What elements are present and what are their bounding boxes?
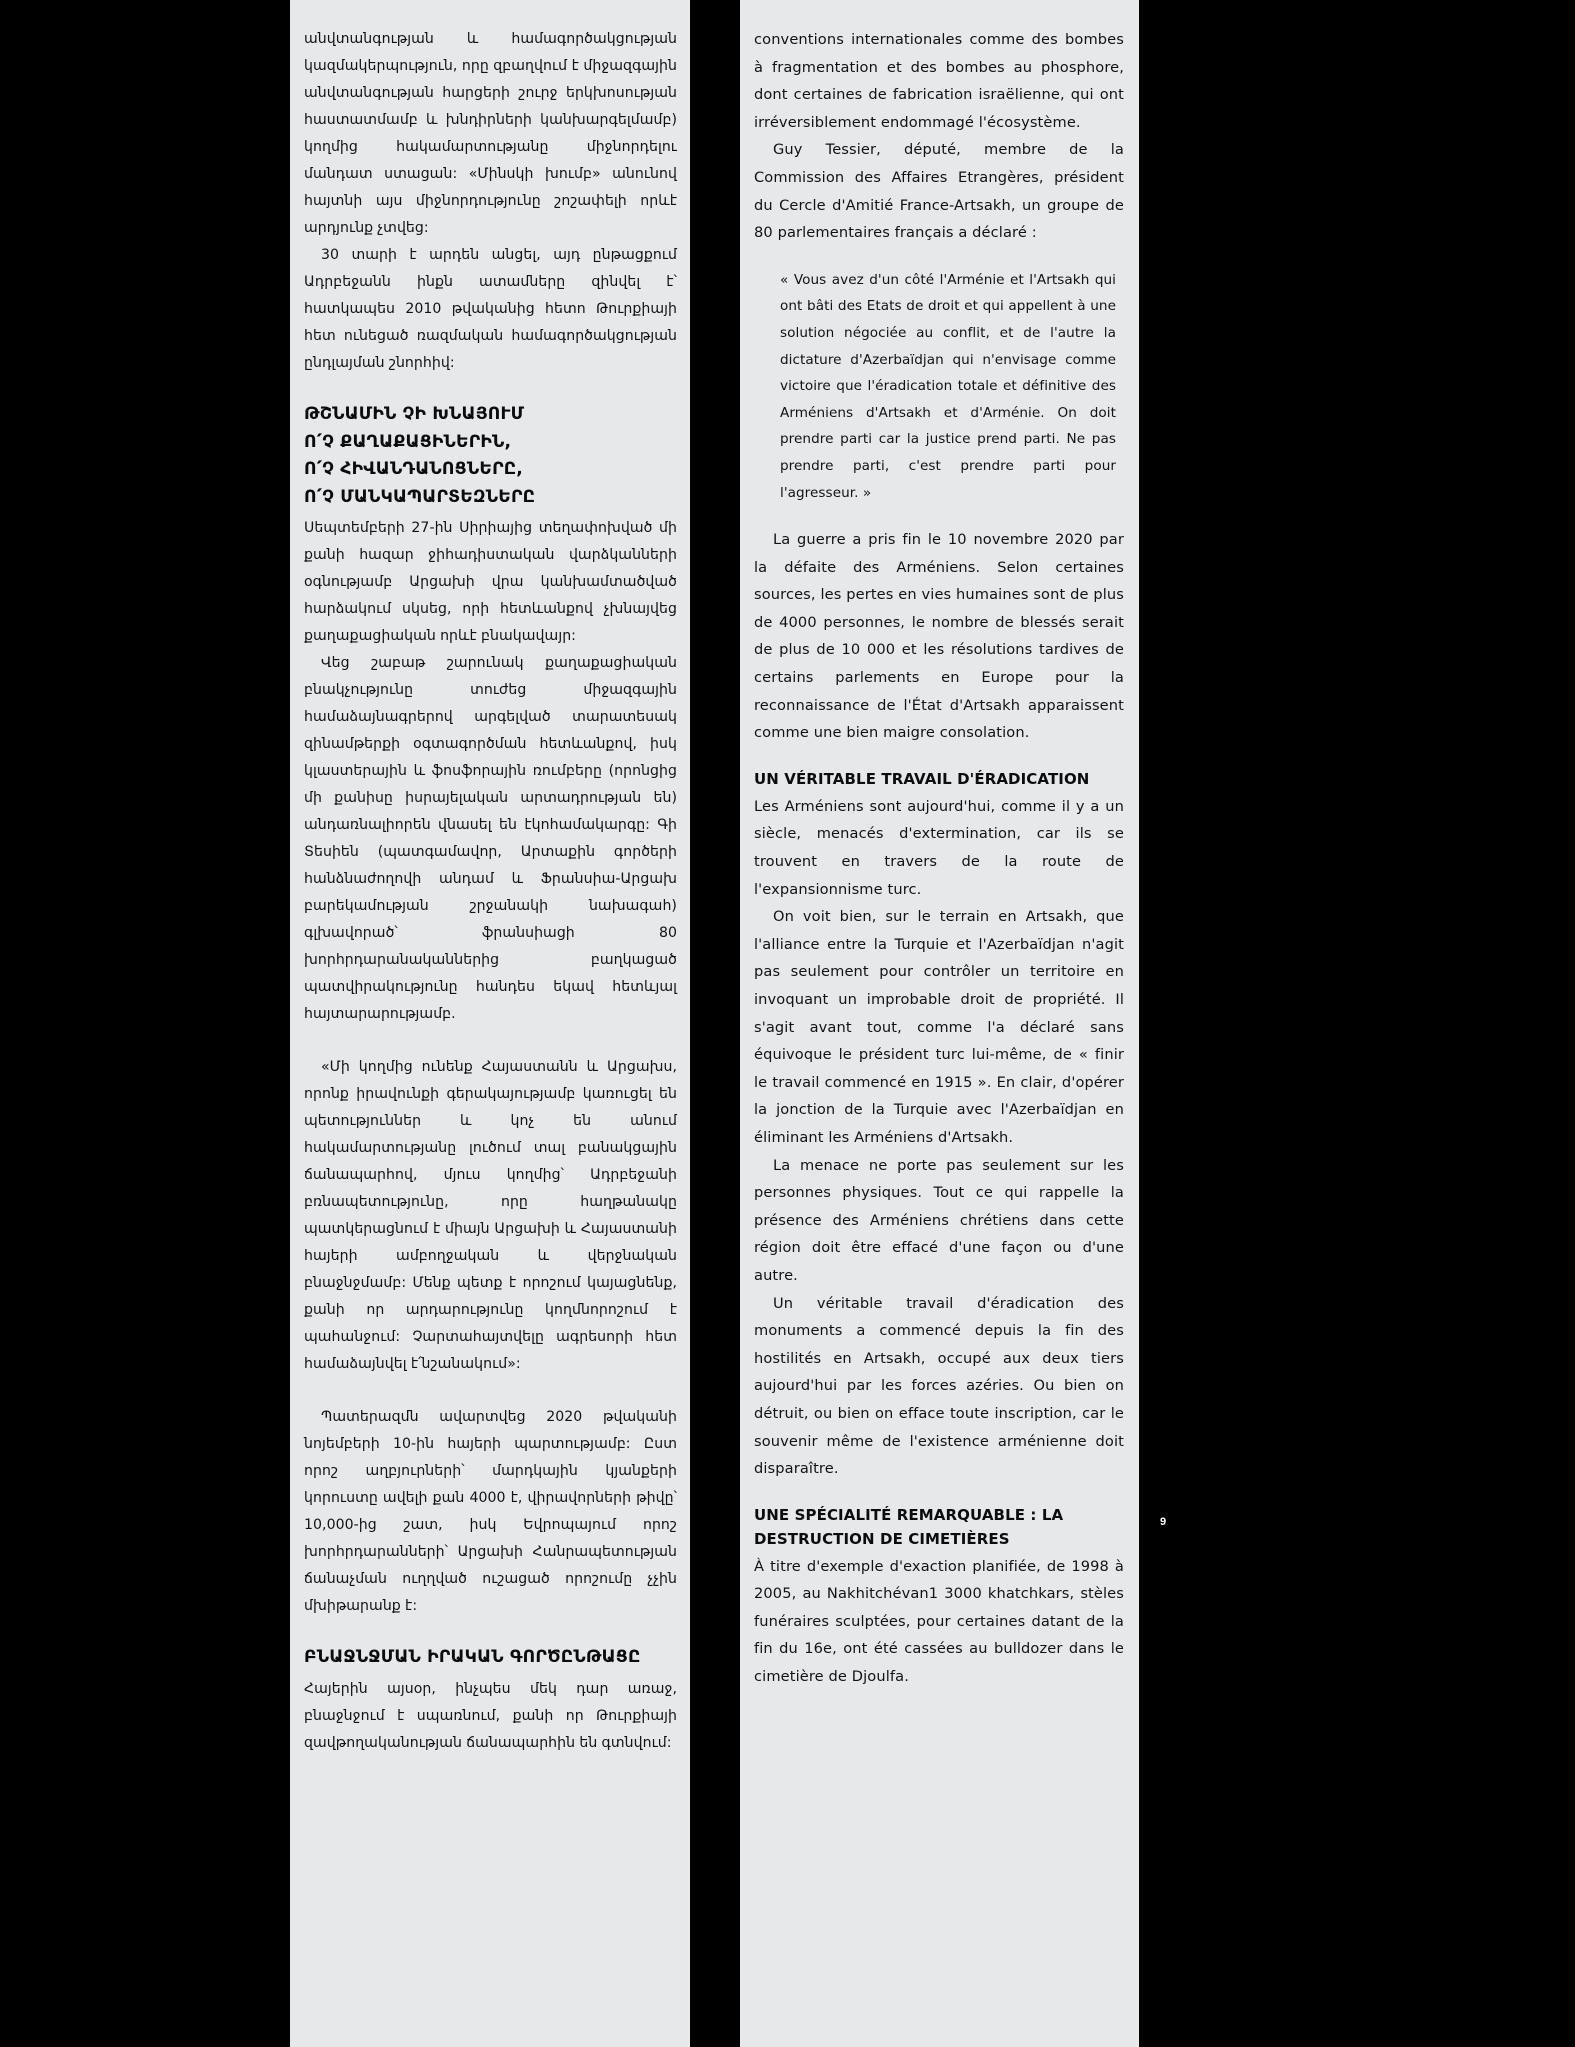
left-margin-gutter bbox=[0, 0, 290, 2047]
paragraph: Guy Tessier, député, membre de la Commission des Affaires Etrangères, président du Cercle d'Amitié France-Artsakh, un groupe de 80 parlementaires français a déclaré : bbox=[754, 141, 1124, 242]
center-margin-gutter bbox=[690, 0, 740, 2047]
paragraph: Un véritable travail d'éradication des monuments a commencé depuis la fin des hostilités en Artsakh, occupé aux deux tiers aujourd'hui par les forces azéries. Ou bien on détruit, ou bien on efface toute inscription, car le souvenir même de l'existence arménienne doit disparaître. bbox=[754, 1294, 1124, 1478]
right-margin-gutter bbox=[1139, 0, 1575, 2047]
paragraph: Սեպտեմբերի 27-ին Սիրիայից տեղափոխված մի քանի հազար ջիհադիստական վարձկանների օգնությամբ Արցախի վրա կանխամտածված հարձակում սկսեց, որի հետևանքով չխնայվեց քաղաքացիական որևէ բնակավայր: bbox=[304, 520, 677, 644]
paragraph: Վեց շաբաթ շարունակ քաղաքացիական բնակչությունը տուժեց միջազգային համաձայնագրերով արգելված տարատեսակ զինամթերքի օգտագործման հետևանքով, իսկ կլաստերային և ֆոսֆորային ռումբերը (որոնցից մի քանիսը իսրայելական արտադրության են) անդառնալիորեն վնասել են էկոհամակարգը: Գի Տեսիեն (պատգամավոր, Արտաքին գործերի հանձնաժողովի անդամ և Ֆրանսիա-Արցախ բարեկամության շրջանակի նախագահ) գլխավորած՝ ֆրանսիացի 80 խորհրդարանականներից բաղկացած պատվիրակությունը հանդես եկավ հետևյալ հայտարարությամբ. bbox=[304, 655, 677, 1022]
paragraph: À titre d'exemple d'exaction planifiée, de 1998 à 2005, au Nakhitchévan1 3000 khatchkars, stèles funéraires sculptées, pour certaines datant de la fin du 16e, ont été cassées au bulldozer dans le cimetière de Djoulfa. bbox=[754, 1557, 1124, 1686]
heading-line: Ո՛Չ ՔԱՂԱՔԱՑԻՆԵՐԻՆ, bbox=[304, 431, 512, 452]
paragraph: 30 տարի է արդեն անցել, այդ ընթացքում Ադրբեջանն ինքն ատամները զինվել է՝ հատկապես 2010 թվականից հետո Թուրքիայի հետ ունեցած ռազմական համագործակցության ընդլայման շնորհիվ: bbox=[304, 247, 677, 371]
heading-line: UNE SPÉCIALITÉ REMARQUABLE : LA bbox=[754, 1505, 1064, 1524]
paragraph: conventions internationales comme des bombes à fragmentation et des bombes au phosphore, dont certaines de fabrication israëlienne, qui ont irréversiblement endommagé l'écosystème. bbox=[754, 31, 1124, 131]
paragraph: On voit bien, sur le terrain en Artsakh, que l'alliance entre la Turquie et l'Azerbaïdjan n'agit pas seulement pour contrôler un territoire en invoquant un improbable droit de propriété. Il s'agit avant tout, comme l'a déclaré sans équivoque le président turc lui-même, de « finir le travail commencé en 1915 ». En clair, d'opérer la jonction de la Turquie avec l'Azerbaïdjan en éliminant les Arméniens d'Artsakh. bbox=[754, 908, 1124, 1146]
paragraph: Les Arméniens sont aujourd'hui, comme il y a un siècle, menacés d'extermination, car ils se trouvent en travers de la route de l'expansionnisme turc. bbox=[754, 797, 1124, 898]
heading-line: Ո՛Չ ՀԻՎԱՆԴԱՆՈՑՆԵՐԸ, bbox=[304, 459, 524, 479]
heading-line: DESTRUCTION DE CIMETIÈRES bbox=[754, 1529, 1010, 1548]
paragraph-spacer bbox=[754, 506, 1124, 526]
paragraph: La menace ne porte pas seulement sur les personnes physiques. Tout ce qui rappelle la présence des Arméniens chrétiens dans cette région doit être effacé d'une façon ou d'une autre. bbox=[754, 1156, 1124, 1284]
page-number: 9 bbox=[1160, 1516, 1167, 1528]
pull-quote: « Vous avez d'un côté l'Arménie et l'Artsakh qui ont bâti des Etats de droit et qui appellent à une solution négociée au conflit, et de l'autre la dictature d'Azerbaïdjan qui n'envisage comme victoire que l'éradication totale et définitive des Arméniens d'Artsakh et d'Arménie. On doit prendre parti car la justice prend parti. Ne pas prendre parti, c'est prendre parti pour l'agresseur. » bbox=[780, 271, 1116, 501]
heading-line: Ո՛Չ ՄԱՆԿԱՊԱՐՏԵԶՆԵՐԸ bbox=[304, 486, 536, 507]
paragraph: La guerre a pris fin le 10 novembre 2020 par la défaite des Arméniens. Selon certaines sources, les pertes en vies humaines sont de plus de 4000 personnes, le nombre de blessés serait de plus de 10 000 et les résolutions tardives de certains parlements en Europe pour la reconnaissance de l'État d'Artsakh apparaissent comme une bien maigre consolation. bbox=[754, 531, 1124, 742]
paragraph-spacer bbox=[304, 1378, 677, 1404]
section-heading: UN VÉRITABLE TRAVAIL D'ÉRADICATION bbox=[754, 769, 1090, 788]
paragraph: անվտանգության և համագործակցության կազմակերպություն, որը զբաղվում է միջազգային անվտանգության հարցերի շուրջ երկխոսության հաստատմամբ և խնդիրների կանխարգելմամբ) կողմից հակամարտությանը միջնորդելու մանդատ ստացան: «Մինսկի խումբ» անունով հայտնի այս միջնորդությունը շոշափելի որևէ արդյունք չտվեց: bbox=[304, 31, 677, 236]
paragraph-spacer bbox=[304, 1028, 677, 1054]
section-heading: ԲՆԱՋՆՋՄԱՆ ԻՐԱԿԱՆ ԳՈՐԾԸՆԹԱՑԸ bbox=[304, 1647, 641, 1667]
paragraph: Պատերազմն ավարտվեց 2020 թվականի նոյեմբերի 10-ին հայերի պարտությամբ: Ըստ որոշ աղբյուրների՝ մարդկային կյանքերի կորուստը ավելի քան 4000 է, վիրավորների թիվը՝ 10,000-ից շատ, իսկ Եվրոպայում որոշ խորհրդարանների՝ Արցախի Հանրապետության ճանաչման ուղղված ուշացած որոշումը չչին մխիթարանք է: bbox=[304, 1409, 677, 1614]
left-text-column bbox=[290, 0, 690, 2047]
section-heading bbox=[754, 1503, 1124, 1551]
paragraph: «Մի կողմից ունենք Հայաստանն և Արցախս, որոնք իրավունքի գերակայությամբ կառուցել են պետություններ և կոչ են անում հակամարտությանը լուծում տալ բանակցային ճանապարհով, մյուս կողմից՝ Ադրբեջանի բռնապետությունը, որը հաղթանակը պատկերացնում է միայն Արցախի և Հայաստանի հայերի ամբողջական և վերջնական բնաջնջմամբ: Մենք պետք է որոշում կայացնենք, քանի որ արդարությունը կողմնորոշում է պահանջում: Չարտահայտվելը ագրեսորի հետ համաձայնվել է՛նշանակում»: bbox=[304, 1059, 677, 1372]
paragraph: Հայերին այսօր, ինչպես մեկ դար առաջ, բնաջնջում է սպառնում, քանի որ Թուրքիայի զավթողականության ճանապարհին են գտնվում: bbox=[304, 1680, 677, 1751]
heading-line: ԹՇՆԱՄԻՆ ՉԻ ԽՆԱՅՈՒՄ bbox=[304, 404, 525, 424]
right-text-column bbox=[740, 0, 1139, 2047]
section-heading bbox=[304, 401, 677, 511]
